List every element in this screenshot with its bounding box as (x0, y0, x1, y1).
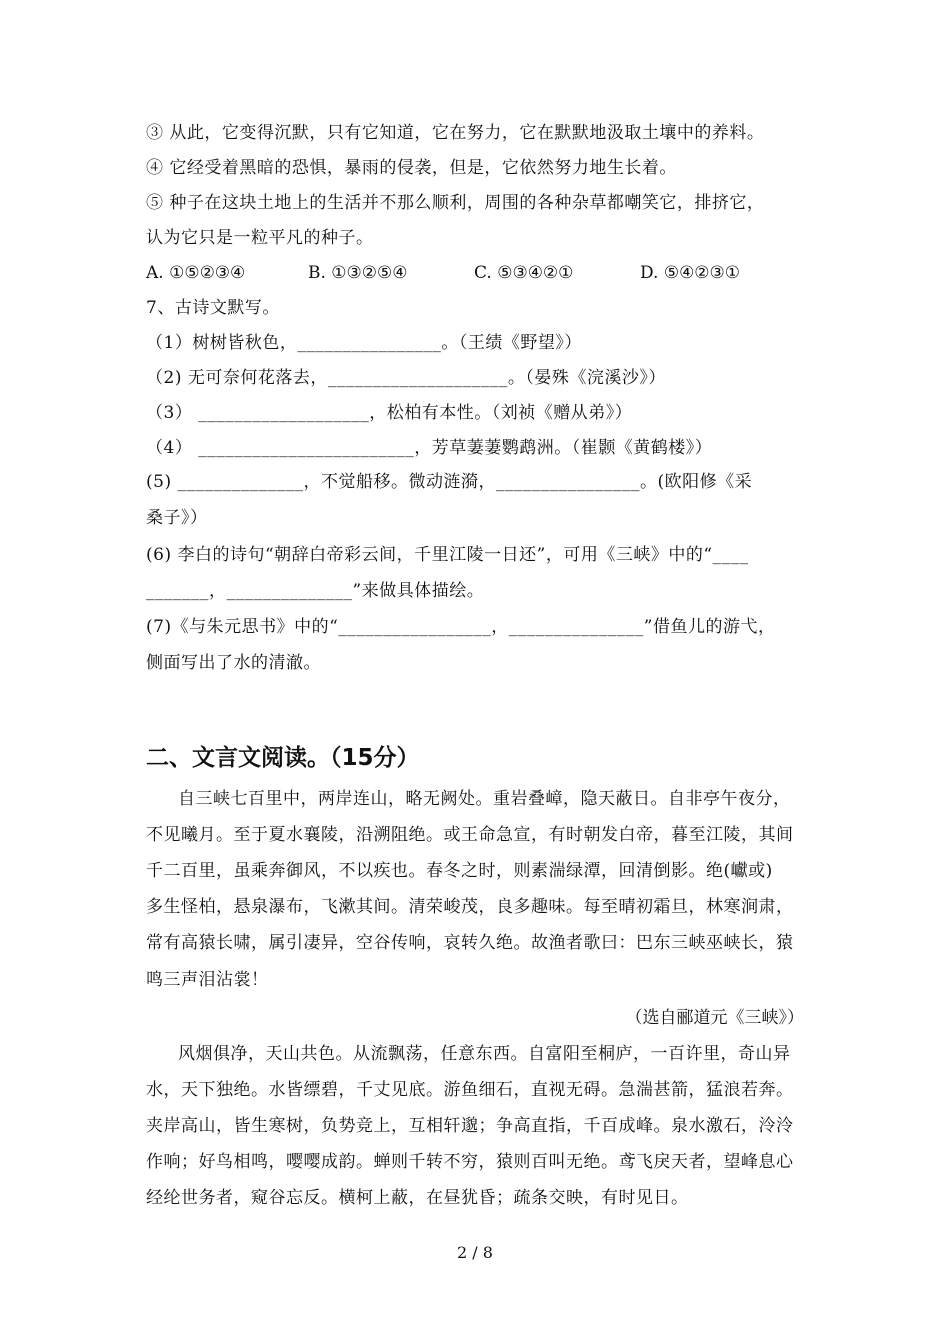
option-b: B. ①③②⑤④ (308, 263, 408, 283)
passage-2-line: 风烟俱净，天山共色。从流飘荡，任意东西。自富阳至桐庐，一百许里，奇山异 (178, 1044, 791, 1064)
passage-2-line: 经纶世务者，窥谷忘反。横柯上蔽，在昼犹昏；疏条交映，有时见日。 (146, 1188, 689, 1208)
question-7-item-2: （2) 无可奈何花落去，____________________。（晏殊《浣溪沙》） (146, 368, 666, 388)
passage-1-line: 不见曦月。至于夏水襄陵，沿溯阻绝。或王命急宣，有时朝发白帝，暮至江陵，其间 (146, 825, 794, 845)
passage-2-line: 水，天下独绝。水皆缥碧，千丈见底。游鱼细石，直视无碍。急湍甚箭，猛浪若奔。 (146, 1080, 794, 1100)
statement-3: ③ 从此，它变得沉默，只有它知道，它在努力，它在默默地汲取土壤中的养料。 (146, 123, 765, 143)
question-7-item-5-continued: 桑子》） (146, 508, 208, 528)
passage-1-line: 多生怪柏，悬泉瀑布，飞漱其间。清荣峻茂，良多趣味。每至晴初霜旦，林寒涧肃， (146, 897, 794, 917)
statement-5: ⑤ 种子在这块土地上的生活并不那么顺利，周围的各种杂草都嘲笑它，排挤它， (146, 193, 765, 213)
passage-1-line: 鸣三声泪沾裳！ (146, 970, 269, 990)
passage-2-line: 作响；好鸟相鸣，嘤嘤成韵。蝉则千转不穷，猿则百叫无绝。鸢飞戾天者，望峰息心 (146, 1152, 794, 1172)
question-7-item-3: （3） ___________________，松柏有本性。（刘祯《赠从弟》） (146, 403, 633, 423)
question-7-item-4: （4） ________________________，芳草萋萋鹦鹉洲。（崔颢《黄鹤楼》） (146, 438, 713, 458)
question-7-item-7-continued: 侧面写出了水的清澈。 (146, 653, 321, 673)
statement-4: ④ 它经受着黑暗的恐惧，暴雨的侵袭，但是，它依然努力地生长着。 (146, 158, 677, 178)
question-7-item-1: （1）树树皆秋色，________________。（王绩《野望》） (146, 333, 582, 353)
option-d: D. ⑤④②③① (640, 263, 741, 283)
question-7-item-7: (7)《与朱元思书》中的“_________________，_______________”借鱼儿的游弋， (146, 617, 776, 637)
question-7-item-6-continued: _______，______________”来做具体描绘。 (146, 581, 485, 601)
passage-1-line: 自三峡七百里中，两岸连山，略无阙处。重岩叠嶂，隐天蔽日。自非亭午夜分， (178, 789, 791, 809)
passage-1-source: （选自郦道元《三峡》） (625, 1008, 804, 1028)
question-7-title: 7、古诗文默写。 (146, 298, 280, 318)
section-2-heading: 二、文言文阅读。（15分） (146, 745, 420, 771)
statement-5-continued: 认为它只是一粒平凡的种子。 (146, 228, 374, 248)
option-c: C. ⑤③④②① (474, 263, 574, 283)
passage-1-line: 常有高猿长啸，属引凄异，空谷传响，哀转久绝。故渔者歌曰：巴东三峡巫峡长，猿 (146, 933, 794, 953)
passage-2-line: 夹岸高山，皆生寒树，负势竞上，互相轩邈；争高直指，千百成峰。泉水激石，泠泠 (146, 1116, 794, 1136)
question-7-item-6: (6) 李白的诗句“朝辞白帝彩云间，千里江陵一日还”，可用《三峡》中的“____ (146, 545, 749, 565)
option-a: A. ①⑤②③④ (146, 263, 246, 283)
question-7-item-5: (5) ______________，不觉船移。微动涟漪，________________。(欧阳修《采 (146, 472, 753, 492)
answer-options (146, 261, 786, 285)
passage-1-line: 千二百里，虽乘奔御风，不以疾也。春冬之时，则素湍绿潭，回清倒影。绝(巘或) (146, 861, 773, 881)
page-number: 2 / 8 (457, 1243, 493, 1262)
